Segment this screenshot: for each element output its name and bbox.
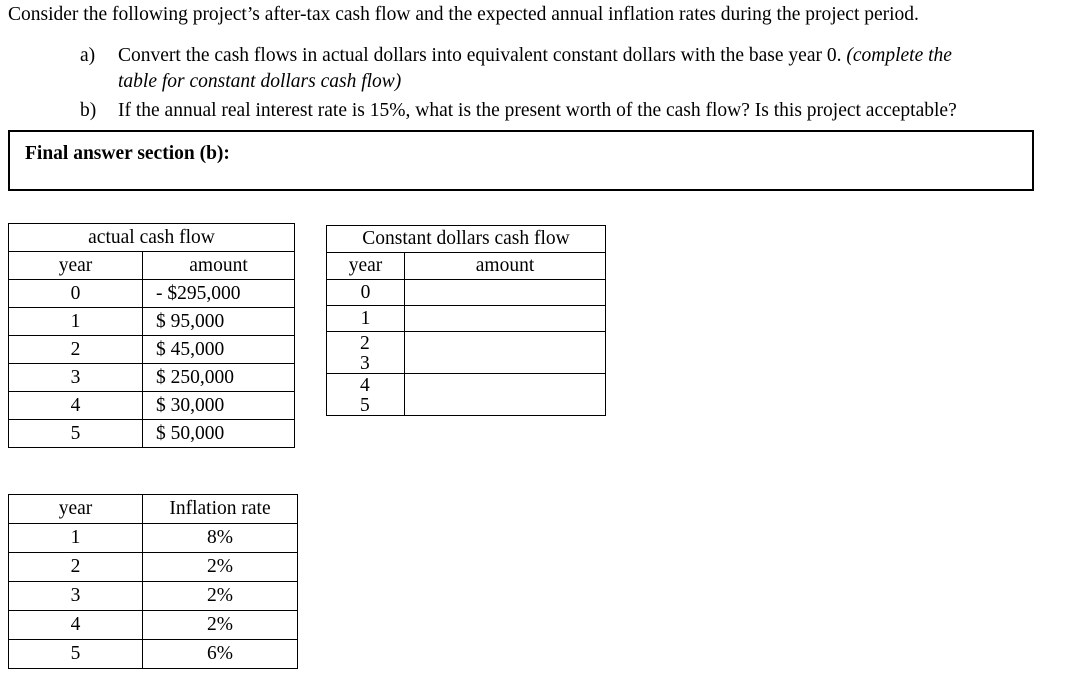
- table-row: [9, 553, 298, 582]
- year-value: 3: [360, 352, 370, 374]
- table-row: [327, 280, 606, 306]
- amount-cell: $ 50,000: [143, 420, 295, 448]
- rate-cell: 2%: [143, 582, 298, 611]
- amount-cell: $ 95,000: [143, 308, 295, 336]
- table-row: [327, 306, 606, 332]
- amount-input-cell[interactable]: [405, 280, 606, 306]
- year-cell: 3: [9, 364, 143, 392]
- inflation-header-year: year: [9, 495, 143, 524]
- amount-cell: $ 30,000: [143, 392, 295, 420]
- question-b-label: b): [80, 100, 97, 121]
- year-cell: 0: [327, 280, 405, 306]
- table-row: [9, 392, 295, 420]
- year-cell: 2: [9, 553, 143, 582]
- table-row: [9, 582, 298, 611]
- year-cell: 5: [9, 420, 143, 448]
- year-value: 4: [360, 375, 370, 396]
- table-row: [9, 640, 298, 669]
- table-row: [9, 364, 295, 392]
- table-row: [9, 524, 298, 553]
- amount-cell: $ 45,000: [143, 336, 295, 364]
- constant-dollars-table: [326, 225, 606, 416]
- table-row: [327, 332, 606, 374]
- year-cell: 3: [9, 582, 143, 611]
- year-cell: [327, 374, 405, 416]
- question-a-italic: (complete the: [846, 45, 952, 66]
- year-cell: 1: [9, 308, 143, 336]
- inflation-rate-table: [8, 494, 298, 669]
- question-b-text: If the annual real interest rate is 15%, what is the present worth of the cash flow? Is this project acceptable?: [118, 100, 957, 121]
- constant-table-title: Constant dollars cash flow: [327, 226, 606, 253]
- year-cell: 2: [9, 336, 143, 364]
- year-cell: 1: [327, 306, 405, 332]
- table-row: [9, 611, 298, 640]
- amount-input-cell[interactable]: [405, 306, 606, 332]
- year-cell: 1: [9, 524, 143, 553]
- table-row: [9, 308, 295, 336]
- final-answer-box[interactable]: [8, 130, 1034, 191]
- year-cell: 5: [9, 640, 143, 669]
- year-cell: 4: [9, 392, 143, 420]
- rate-cell: 2%: [143, 553, 298, 582]
- year-cell: 4: [9, 611, 143, 640]
- constant-header-amount: amount: [405, 253, 606, 280]
- year-cell: [327, 332, 405, 374]
- table-row: [9, 336, 295, 364]
- amount-cell: - $295,000: [143, 280, 295, 308]
- amount-input-cell[interactable]: [405, 332, 606, 374]
- rate-cell: 2%: [143, 611, 298, 640]
- table-row: [9, 420, 295, 448]
- rate-cell: 6%: [143, 640, 298, 669]
- question-a-text: [118, 45, 952, 67]
- table-row: [327, 374, 606, 416]
- year-cell: 0: [9, 280, 143, 308]
- actual-header-year: year: [9, 252, 143, 280]
- question-a-line2: table for constant dollars cash flow): [118, 71, 402, 92]
- actual-cash-flow-table: [8, 223, 295, 448]
- year-value: 2: [360, 333, 370, 354]
- year-value: 5: [360, 394, 370, 416]
- amount-input-cell[interactable]: [405, 374, 606, 416]
- amount-cell: $ 250,000: [143, 364, 295, 392]
- constant-header-year: year: [327, 253, 405, 280]
- problem-intro: Consider the following project’s after-tax cash flow and the expected annual inflation rates during the project period.: [8, 4, 919, 25]
- inflation-header-rate: Inflation rate: [143, 495, 298, 524]
- question-a-label: a): [80, 45, 96, 66]
- table-row: [9, 280, 295, 308]
- question-a-main: Convert the cash flows in actual dollars into equivalent constant dollars with the base year 0.: [118, 45, 847, 66]
- final-answer-title: Final answer section (b):: [25, 143, 230, 164]
- actual-table-title: actual cash flow: [9, 224, 295, 252]
- rate-cell: 8%: [143, 524, 298, 553]
- actual-header-amount: amount: [143, 252, 295, 280]
